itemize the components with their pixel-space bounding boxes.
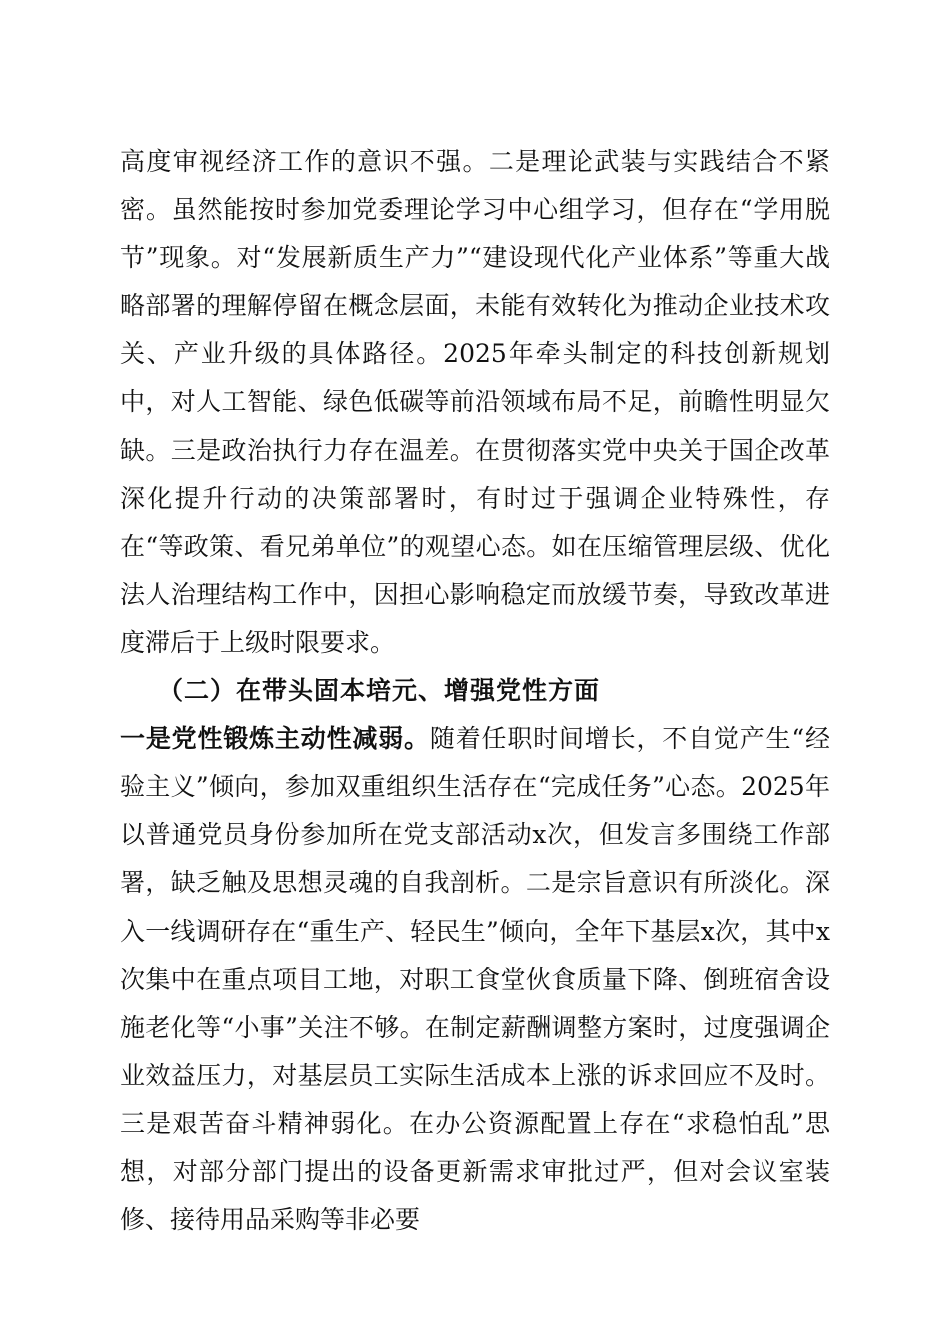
document-body: [120, 138, 830, 1244]
paragraph-2-body: 随着任职时间增长，不自觉产生“经验主义”倾向，参加双重组织生活存在“完成任务”心态。2025年以普通党员身份参加所在党支部活动x次，但发言多围绕工作部署，缺乏触及思想灵魂的自我剖析。二是宗旨意识有所淡化。深入一线调研存在“重生产、轻民生”倾向，全年下基层x次，其中x次集中在重点项目工地，对职工食堂伙食质量下降、倒班宿舍设施老化等“小事”关注不够。在制定薪酬调整方案时，过度强调企业效益压力，对基层员工实际生活成本上涨的诉求回应不及时。三是艰苦奋斗精神弱化。在办公资源配置上存在“求稳怕乱”思想，对部分部门提出的设备更新需求审批过严，但对会议室装修、接待用品采购等非必要: [120, 724, 830, 1235]
paragraph-2: [120, 715, 830, 1244]
paragraph-1: 高度审视经济工作的意识不强。二是理论武装与实践结合不紧密。虽然能按时参加党委理论学习中心组学习，但存在“学用脱节”现象。对“发展新质生产力”“建设现代化产业体系”等重大战略部署的理解停留在概念层面，未能有效转化为推动企业技术攻关、产业升级的具体路径。2025年牵头制定的科技创新规划中，对人工智能、绿色低碳等前沿领域布局不足，前瞻性明显欠缺。三是政治执行力存在温差。在贯彻落实党中央关于国企改革深化提升行动的决策部署时，有时过于强调企业特殊性，存在“等政策、看兄弟单位”的观望心态。如在压缩管理层级、优化法人治理结构工作中，因担心影响稳定而放缓节奏，导致改革进度滞后于上级时限要求。: [120, 147, 830, 657]
paragraph-2-lead: 一是党性锻炼主动性减弱。: [120, 724, 430, 754]
section-heading: （二）在带头固本培元、增强党性方面: [158, 676, 601, 706]
